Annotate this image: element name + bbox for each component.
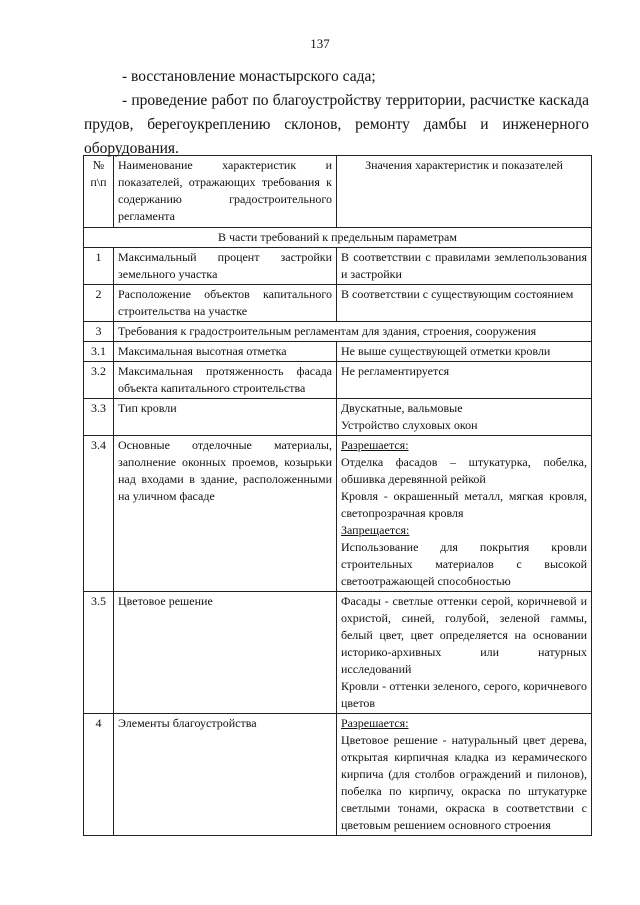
table-row	[84, 714, 592, 836]
header-number: № п\п	[84, 156, 114, 228]
forbidden-label: Запрещается:	[341, 523, 410, 537]
allowed-item: Отделка фасадов – штукатурка, побелка, обшивка деревянной рейкой	[341, 455, 587, 486]
row-name: Максимальная высотная отметка	[114, 342, 337, 362]
row-value	[337, 592, 592, 714]
table-header-row	[84, 156, 592, 228]
row-value	[337, 436, 592, 592]
table-row	[84, 322, 592, 342]
row-number: 3.4	[84, 436, 114, 592]
facade-colors: Фасады - светлые оттенки серой, коричневой и охристой, синей, голубой, зеленой гаммы, белый цвет, цвет определяется на основании историко-архивных или натурных исследований	[341, 594, 587, 676]
row-name: Тип кровли	[114, 399, 337, 436]
row-full-text: Требования к градостроительным регламентам для здания, строения, сооружения	[114, 322, 592, 342]
row-name: Цветовое решение	[114, 592, 337, 714]
table-row	[84, 436, 592, 592]
forbidden-item: Использование для покрытия кровли строительных материалов с высокой светоотражающей способностью	[341, 540, 587, 588]
row-number: 4	[84, 714, 114, 836]
row-number: 3.1	[84, 342, 114, 362]
row-value: Не регламентируется	[337, 362, 592, 399]
row-number: 1	[84, 248, 114, 285]
paragraph-garden: - восстановление монастырского сада;	[122, 68, 376, 85]
table-row	[84, 342, 592, 362]
row-number: 3.3	[84, 399, 114, 436]
roof-colors: Кровли - оттенки зеленого, серого, коричневого цветов	[341, 679, 587, 710]
table-row	[84, 248, 592, 285]
section-row	[84, 228, 592, 248]
header-values: Значения характеристик и показателей	[337, 156, 592, 228]
table-row	[84, 399, 592, 436]
paragraph-improvement: - проведение работ по благоустройству территории, расчистке каскада прудов, берегоукреплению склонов, ремонту дамбы и инженерного оборудования.	[84, 92, 589, 157]
header-name: Наименование характеристик и показателей, отражающих требования к содержанию градостроительного регламента	[114, 156, 337, 228]
table-row	[84, 592, 592, 714]
row-value: В соответствии с правилами землепользования и застройки	[337, 248, 592, 285]
section-title: В части требований к предельным параметрам	[84, 228, 592, 248]
allowed-item: Цветовое решение - натуральный цвет дерева, открытая кирпичная кладка из керамического кирпича (для столбов ограждений и пилонов), побелка по кирпичу, окраска по штукатурке светлыми тонами, окраска в соответствии с цветовым решением основного строения	[341, 733, 587, 832]
allowed-label: Разрешается:	[341, 438, 409, 452]
row-number: 2	[84, 285, 114, 322]
row-value: В соответствии с существующим состоянием	[337, 285, 592, 322]
allowed-item: Кровля - окрашенный металл, мягкая кровля, светопрозрачная кровля	[341, 489, 587, 520]
row-value: Не выше существующей отметки кровли	[337, 342, 592, 362]
row-number: 3.2	[84, 362, 114, 399]
row-value	[337, 399, 592, 436]
row-name: Максимальный процент застройки земельного участка	[114, 248, 337, 285]
allowed-label: Разрешается:	[341, 716, 409, 730]
row-number: 3.5	[84, 592, 114, 714]
row-value	[337, 714, 592, 836]
page-number: 137	[310, 36, 330, 51]
row-name: Расположение объектов капитального строительства на участке	[114, 285, 337, 322]
row-name: Элементы благоустройства	[114, 714, 337, 836]
row-number: 3	[84, 322, 114, 342]
row-name: Основные отделочные материалы, заполнение оконных проемов, козырьки над входами в здание, расположенными на уличном фасаде	[114, 436, 337, 592]
table-row	[84, 362, 592, 399]
dormer-value: Устройство слуховых окон	[341, 418, 478, 432]
roof-type-value: Двускатные, вальмовые	[341, 401, 463, 415]
row-name: Максимальная протяженность фасада объекта капитального строительства	[114, 362, 337, 399]
table-row	[84, 285, 592, 322]
regulations-table	[83, 155, 592, 836]
